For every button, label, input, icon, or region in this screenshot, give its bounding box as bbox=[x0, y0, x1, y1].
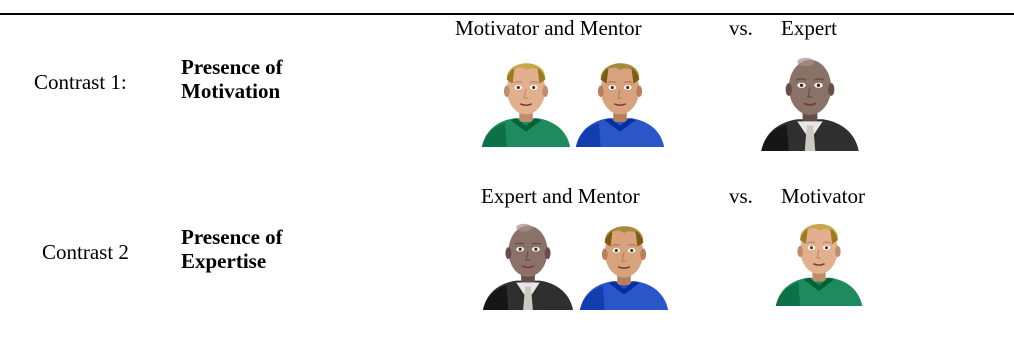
expert-avatar bbox=[757, 45, 863, 151]
contrast-label: Contrast 1: bbox=[34, 70, 127, 94]
motivator-avatar bbox=[771, 212, 867, 306]
top-rule bbox=[0, 13, 1014, 15]
vs-label: vs. bbox=[729, 184, 753, 208]
comparison-caption: Expert bbox=[781, 16, 837, 40]
vs-label: vs. bbox=[729, 16, 753, 40]
mentor-avatar bbox=[576, 212, 672, 310]
factor-line-2: Motivation bbox=[181, 79, 281, 103]
comparison-caption: Motivator bbox=[781, 184, 865, 208]
motivator-avatar bbox=[478, 45, 574, 147]
factor-line-1: Presence of bbox=[181, 55, 283, 79]
group-caption: Motivator and Mentor bbox=[455, 16, 642, 40]
factor-line-2: Expertise bbox=[181, 249, 267, 273]
contrast-label: Contrast 2 bbox=[42, 240, 129, 264]
factor-line-1: Presence of bbox=[181, 225, 283, 249]
mentor-avatar bbox=[572, 45, 668, 147]
group-caption: Expert and Mentor bbox=[481, 184, 640, 208]
expert-avatar bbox=[478, 212, 578, 310]
